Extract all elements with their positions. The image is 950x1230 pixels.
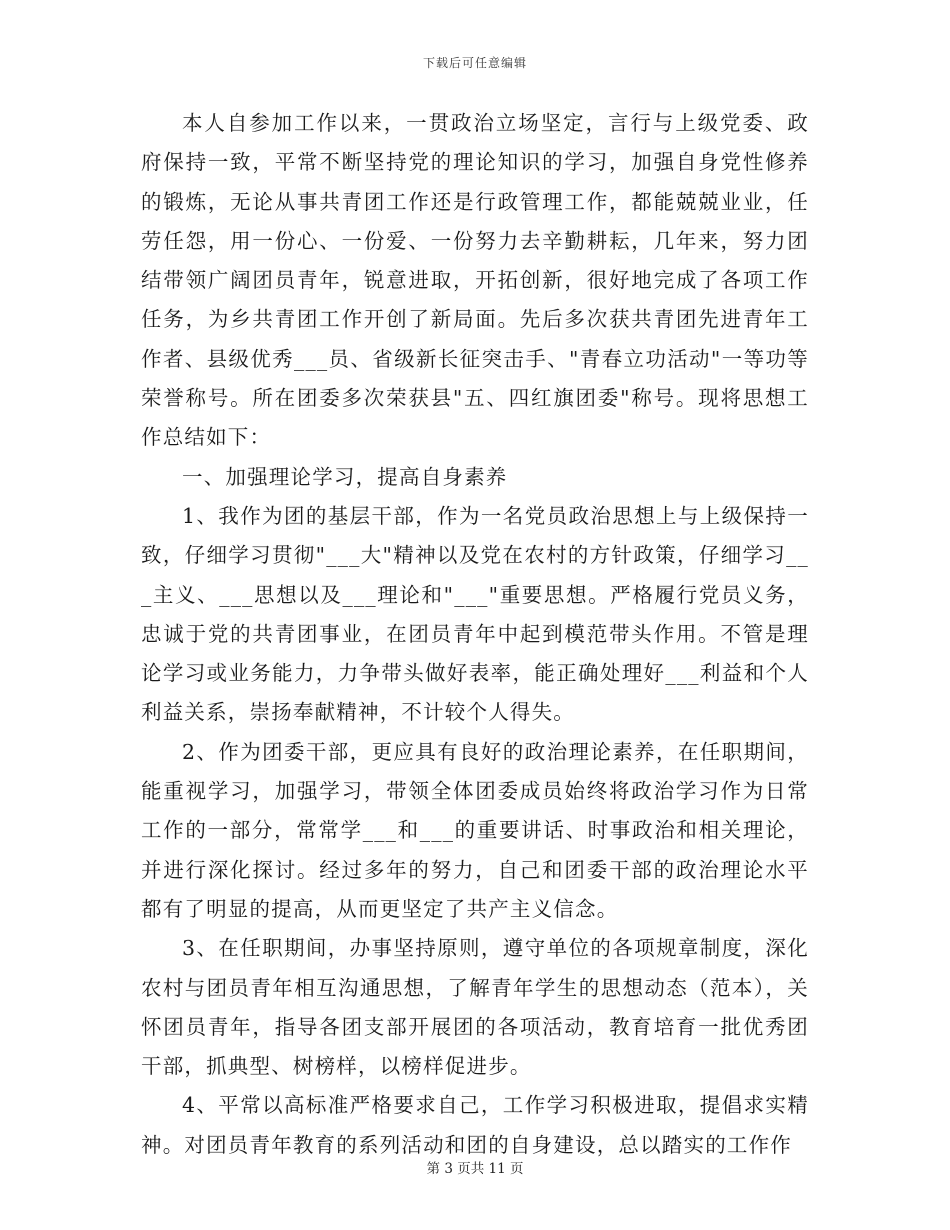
section-heading-1: 一、加强理论学习，提高自身素养 xyxy=(182,464,508,489)
paragraph-intro: 本人自参加工作以来，一贯政治立场坚定，言行与上级党委、政府保持一致，平常不断坚持党的理论知识的学习，加强自身党性修养的锻炼，无论从事共青团工作还是行政管理工作，都能兢兢业业，任劳任怨，用一份心、一份爱、一份努力去辛勤耕耘，几年来，努力团结带领广阔团员青年，锐意进取，开拓创新，很好地完成了各项工作任务，为乡共青团工作开创了新局面。先后多次获共青团先进青年工作者、县级优秀___员、省级新长征突击手、"青春立功活动"一等功等荣誉称号。所在团委多次荣获县"五、四红旗团委"称号。现将思想工作总结如下： xyxy=(141,111,809,450)
paragraph-item-2: 2、作为团委干部，更应具有良好的政治理论素养，在任职期间，能重视学习，加强学习，带领全体团委成员始终将政治学习作为日常工作的一部分，常常学___和___的重要讲话、时事政治和相关理论，并进行深化探讨。经过多年的努力，自己和团委干部的政治理论水平都有了明显的提高，从而更坚定了共产主义信念。 xyxy=(141,739,809,921)
page-header-note: 下载后可任意编辑 xyxy=(422,56,527,70)
paragraph-item-4: 4、平常以高标准严格要求自己，工作学习积极进取，提倡求实精神。对团员青年教育的系列活动和团的自身建设，总以踏实的工作作 xyxy=(141,1093,809,1157)
document-body xyxy=(141,104,809,1165)
paragraph-item-3: 3、在任职期间，办事坚持原则，遵守单位的各项规章制度，深化农村与团员青年相互沟通思想，了解青年学生的思想动态（范本），关怀团员青年，指导各团支部开展团的各项活动，教育培育一批优秀团干部，抓典型、树榜样，以榜样促进步。 xyxy=(141,936,809,1079)
page-number: 第 3 页共 11 页 xyxy=(426,1161,524,1177)
paragraph-item-1: 1、我作为团的基层干部，作为一名党员政治思想上与上级保持一致，仔细学习贯彻"___大"精神以及党在农村的方针政策，仔细学习___主义、___思想以及___理论和"___"重要思想。严格履行党员义务，忠诚于党的共青团事业，在团员青年中起到模范带头作用。不管是理论学习或业务能力，力争带头做好表率，能正确处理好___利益和个人利益关系，崇扬奉献精神，不计较个人得失。 xyxy=(141,503,809,725)
